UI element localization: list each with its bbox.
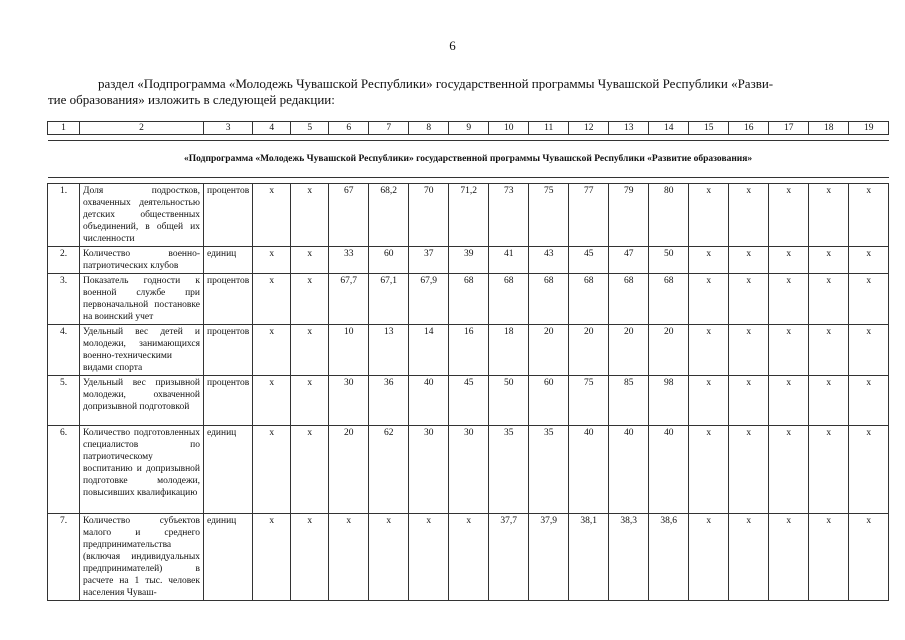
unit-of-measure: единиц — [204, 426, 253, 514]
indicator-value: х — [291, 184, 329, 247]
indicator-value: х — [253, 426, 291, 514]
indicator-value: х — [689, 376, 729, 426]
column-number: 6 — [329, 122, 369, 135]
indicator-value: х — [689, 184, 729, 247]
indicator-value: х — [769, 325, 809, 376]
indicator-value: 47 — [609, 247, 649, 274]
column-number-row — [48, 122, 889, 135]
unit-of-measure: единиц — [204, 247, 253, 274]
table-row — [48, 514, 889, 601]
indicator-value: 68 — [489, 274, 529, 325]
indicator-value: 38,1 — [569, 514, 609, 601]
indicator-value: х — [689, 426, 729, 514]
indicator-value: 60 — [369, 247, 409, 274]
column-number: 7 — [369, 122, 409, 135]
indicator-value: 60 — [529, 376, 569, 426]
indicator-value: 67 — [329, 184, 369, 247]
indicator-value: 30 — [449, 426, 489, 514]
indicator-value: х — [849, 376, 889, 426]
indicator-value: 70 — [409, 184, 449, 247]
unit-of-measure: процентов — [204, 184, 253, 247]
indicator-value: х — [729, 376, 769, 426]
intro-line-2: тие образования» изложить в следующей редакции: — [48, 92, 335, 107]
indicator-value: 33 — [329, 247, 369, 274]
column-number: 15 — [689, 122, 729, 135]
indicator-value: х — [809, 184, 849, 247]
indicator-value: 68 — [529, 274, 569, 325]
indicator-value: х — [689, 514, 729, 601]
indicator-value: 37 — [409, 247, 449, 274]
table-row — [48, 426, 889, 514]
indicator-value: 45 — [449, 376, 489, 426]
column-number: 10 — [489, 122, 529, 135]
column-number: 8 — [409, 122, 449, 135]
indicators-table — [47, 121, 889, 601]
row-number: 7. — [48, 514, 80, 601]
table-row — [48, 274, 889, 325]
indicator-name: Удельный вес призывной молодежи, охваченной допризывной подготовкой — [80, 376, 204, 426]
column-number: 13 — [609, 122, 649, 135]
indicator-value: 75 — [569, 376, 609, 426]
indicator-value: х — [769, 376, 809, 426]
table-row — [48, 376, 889, 426]
row-number: 4. — [48, 325, 80, 376]
indicator-value: х — [729, 247, 769, 274]
page-number: 6 — [449, 38, 456, 53]
column-number: 18 — [809, 122, 849, 135]
indicator-value: 77 — [569, 184, 609, 247]
indicator-value: х — [809, 247, 849, 274]
unit-of-measure: процентов — [204, 274, 253, 325]
indicator-value: 68 — [609, 274, 649, 325]
indicator-value: х — [809, 274, 849, 325]
indicator-value: 38,3 — [609, 514, 649, 601]
indicator-value: 80 — [649, 184, 689, 247]
indicator-value: х — [689, 325, 729, 376]
row-number: 1. — [48, 184, 80, 247]
unit-of-measure: единиц — [204, 514, 253, 601]
table-row — [48, 325, 889, 376]
indicator-value: х — [369, 514, 409, 601]
indicator-value: 40 — [409, 376, 449, 426]
indicator-value: 85 — [609, 376, 649, 426]
indicator-value: х — [253, 184, 291, 247]
indicator-name: Удельный вес детей и молодежи, занимающихся военно-техническими видами спорта — [80, 325, 204, 376]
indicator-value: 16 — [449, 325, 489, 376]
row-number: 5. — [48, 376, 80, 426]
column-number: 9 — [449, 122, 489, 135]
column-number: 19 — [849, 122, 889, 135]
indicator-value: х — [253, 325, 291, 376]
indicator-value: 37,7 — [489, 514, 529, 601]
indicator-value: 67,7 — [329, 274, 369, 325]
indicator-value: х — [849, 247, 889, 274]
indicator-value: 20 — [609, 325, 649, 376]
indicator-value: 13 — [369, 325, 409, 376]
row-number: 2. — [48, 247, 80, 274]
indicator-value: х — [729, 426, 769, 514]
indicator-value: х — [291, 247, 329, 274]
indicator-value: 62 — [369, 426, 409, 514]
indicator-value: 68 — [569, 274, 609, 325]
indicator-value: 10 — [329, 325, 369, 376]
indicator-value: 20 — [649, 325, 689, 376]
indicator-value: х — [449, 514, 489, 601]
indicator-value: 30 — [409, 426, 449, 514]
indicator-value: 68 — [449, 274, 489, 325]
table-row — [48, 247, 889, 274]
indicator-name: Доля подростков, охваченных деятельностью детских общественных объединений, в общей их численности — [80, 184, 204, 247]
indicator-value: х — [409, 514, 449, 601]
indicator-value: 67,1 — [369, 274, 409, 325]
indicator-value: х — [769, 247, 809, 274]
indicator-value: х — [769, 184, 809, 247]
indicator-value: 43 — [529, 247, 569, 274]
indicator-value: 68 — [649, 274, 689, 325]
column-number: 11 — [529, 122, 569, 135]
indicator-value: 40 — [569, 426, 609, 514]
indicator-value: 39 — [449, 247, 489, 274]
indicator-value: 20 — [569, 325, 609, 376]
row-number: 6. — [48, 426, 80, 514]
indicator-value: 20 — [329, 426, 369, 514]
table-row — [48, 184, 889, 247]
indicator-value: 67,9 — [409, 274, 449, 325]
indicator-value: х — [769, 426, 809, 514]
indicator-value: 79 — [609, 184, 649, 247]
indicator-value: 30 — [329, 376, 369, 426]
indicator-value: х — [809, 426, 849, 514]
indicator-value: х — [253, 247, 291, 274]
indicator-value: х — [769, 514, 809, 601]
indicator-value: 20 — [529, 325, 569, 376]
indicator-value: х — [849, 274, 889, 325]
column-number: 16 — [729, 122, 769, 135]
indicator-name: Количество подготовленных специалистов по патриотическому воспитанию и допризывной подготовке молодежи, повысивших квалификацию — [80, 426, 204, 514]
indicator-value: 41 — [489, 247, 529, 274]
indicator-value: 37,9 — [529, 514, 569, 601]
indicator-value: х — [253, 274, 291, 325]
section-title-row — [48, 141, 889, 178]
indicator-value: х — [729, 274, 769, 325]
indicator-value: х — [689, 247, 729, 274]
indicator-value: 98 — [649, 376, 689, 426]
indicator-value: х — [729, 514, 769, 601]
indicator-value: х — [729, 325, 769, 376]
indicator-value: х — [291, 376, 329, 426]
indicator-value: х — [809, 514, 849, 601]
indicator-value: х — [849, 426, 889, 514]
indicator-value: 14 — [409, 325, 449, 376]
intro-paragraph — [48, 76, 846, 108]
indicator-value: х — [849, 325, 889, 376]
indicator-value: х — [769, 274, 809, 325]
column-number: 14 — [649, 122, 689, 135]
indicator-name: Количество военно-патриотических клубов — [80, 247, 204, 274]
column-number: 17 — [769, 122, 809, 135]
intro-line-1: раздел «Подпрограмма «Молодежь Чувашской Республики» государственной программы Чувашской Республики «Разви- — [98, 76, 774, 91]
column-number: 3 — [204, 122, 253, 135]
indicator-value: 73 — [489, 184, 529, 247]
indicator-value: 38,6 — [649, 514, 689, 601]
column-number: 5 — [291, 122, 329, 135]
indicator-value: 40 — [649, 426, 689, 514]
indicator-value: 50 — [649, 247, 689, 274]
indicator-value: 36 — [369, 376, 409, 426]
indicator-value: х — [849, 514, 889, 601]
indicator-value: х — [329, 514, 369, 601]
indicator-value: х — [291, 325, 329, 376]
column-number: 1 — [48, 122, 80, 135]
column-number: 2 — [80, 122, 204, 135]
indicator-value: х — [253, 514, 291, 601]
indicator-value: х — [849, 184, 889, 247]
unit-of-measure: процентов — [204, 325, 253, 376]
unit-of-measure: процентов — [204, 376, 253, 426]
indicator-value: 18 — [489, 325, 529, 376]
indicator-value: х — [291, 514, 329, 601]
indicator-value: 68,2 — [369, 184, 409, 247]
indicator-value: х — [291, 274, 329, 325]
row-number: 3. — [48, 274, 80, 325]
indicator-value: х — [809, 325, 849, 376]
indicator-value: х — [809, 376, 849, 426]
indicator-value: 40 — [609, 426, 649, 514]
indicator-value: 75 — [529, 184, 569, 247]
indicator-value: х — [253, 376, 291, 426]
indicator-name: Показатель годности к военной службе при первоначальной постановке на воинский учет — [80, 274, 204, 325]
indicator-value: 45 — [569, 247, 609, 274]
column-number: 12 — [569, 122, 609, 135]
indicator-value: х — [689, 274, 729, 325]
indicator-value: 71,2 — [449, 184, 489, 247]
indicator-value: х — [291, 426, 329, 514]
indicator-name: Количество субъектов малого и среднего предпринимательства (включая индивидуальных предпринимателей) в расчете на 1 тыс. человек населения Чуваш- — [80, 514, 204, 601]
column-number: 4 — [253, 122, 291, 135]
indicator-value: х — [729, 184, 769, 247]
indicator-value: 50 — [489, 376, 529, 426]
indicator-value: 35 — [529, 426, 569, 514]
section-title: «Подпрограмма «Молодежь Чувашской Республики» государственной программы Чувашской Республики «Развитие образования» — [48, 141, 889, 178]
indicator-value: 35 — [489, 426, 529, 514]
